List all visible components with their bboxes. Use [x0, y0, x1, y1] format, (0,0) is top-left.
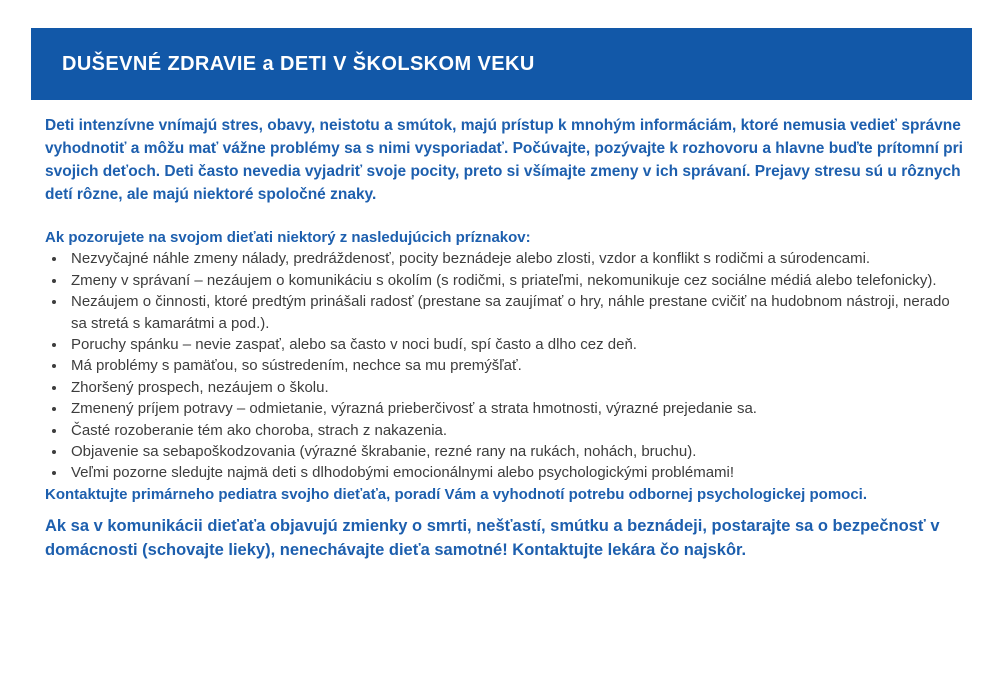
list-item: • Zhoršený prospech, nezáujem o školu. [67, 377, 969, 398]
warning-paragraph: Ak sa v komunikácii dieťaťa objavujú zmienky o smrti, nešťastí, smútku a beznádeji, postarajte sa o bezpečnosť v domácnosti (schovajte lieky), nenechávajte dieťa samotné! Kontaktujte lekára čo najskôr. [45, 517, 940, 560]
list-item: • Časté rozoberanie tém ako choroba, strach z nakazenia. [67, 420, 969, 441]
page-title: DUŠEVNÉ ZDRAVIE a DETI V ŠKOLSKOM VEKU [62, 52, 535, 75]
title-banner [31, 28, 972, 100]
pediatrician-note: Kontaktujte primárneho pediatra svojho dieťaťa, poradí Vám a vyhodnotí potrebu odbornej psychologickej pomoci. [45, 485, 867, 503]
list-item: • Zmenený príjem potravy – odmietanie, výrazná prieberčivosť a strata hmotnosti, výrazné prejedanie sa. [67, 398, 969, 419]
list-item: • Zmeny v správaní – nezáujem o komunikáciu s okolím (s rodičmi, s priateľmi, nekomunikuje cez sociálne médiá alebo telefonicky). [67, 270, 969, 291]
list-item: • Nezvyčajné náhle zmeny nálady, predráždenosť, pocity beznádeje alebo zlosti, vzdor a konflikt s rodičmi a súrodencami. [67, 248, 969, 269]
symptoms-heading: Ak pozorujete na svojom dieťati niektorý z nasledujúcich príznakov: [45, 229, 531, 246]
symptom-list [51, 248, 969, 483]
list-item: • Veľmi pozorne sledujte najmä deti s dlhodobými emocionálnymi alebo psychologickými problémami! [67, 462, 969, 483]
list-item: • Má problémy s pamäťou, so sústredením, nechce sa mu premýšľať. [67, 355, 969, 376]
intro-paragraph: Deti intenzívne vnímajú stres, obavy, neistotu a smútok, majú prístup k mnohým informáciám, ktoré nemusia vedieť správne vyhodnotiť a môžu mať vážne problémy sa s nimi vysporiadať. Počúvajte, pozývajte k rozhovoru a hlavne buďte prítomní pri svojich deťoch. Deti často nevedia vyjadriť svoje pocity, preto si všímajte zmeny v ich správaní. Prejavy stresu sú u rôznych detí rôzne, ale majú niektoré spoločné znaky. [45, 117, 963, 203]
list-item: • Objavenie sa sebapoškodzovania (výrazné škrabanie, rezné rany na rukách, nohách, bruchu). [67, 441, 969, 462]
list-item: • Nezáujem o činnosti, ktoré predtým prinášali radosť (prestane sa zaujímať o hry, náhle prestane cvičiť na hudobnom nástroji, nerado sa stretá s kamarátmi a pod.). [67, 291, 969, 334]
list-item: • Poruchy spánku – nevie zaspať, alebo sa často v noci budí, spí často a dlho cez deň. [67, 334, 969, 355]
document-body [45, 114, 969, 562]
